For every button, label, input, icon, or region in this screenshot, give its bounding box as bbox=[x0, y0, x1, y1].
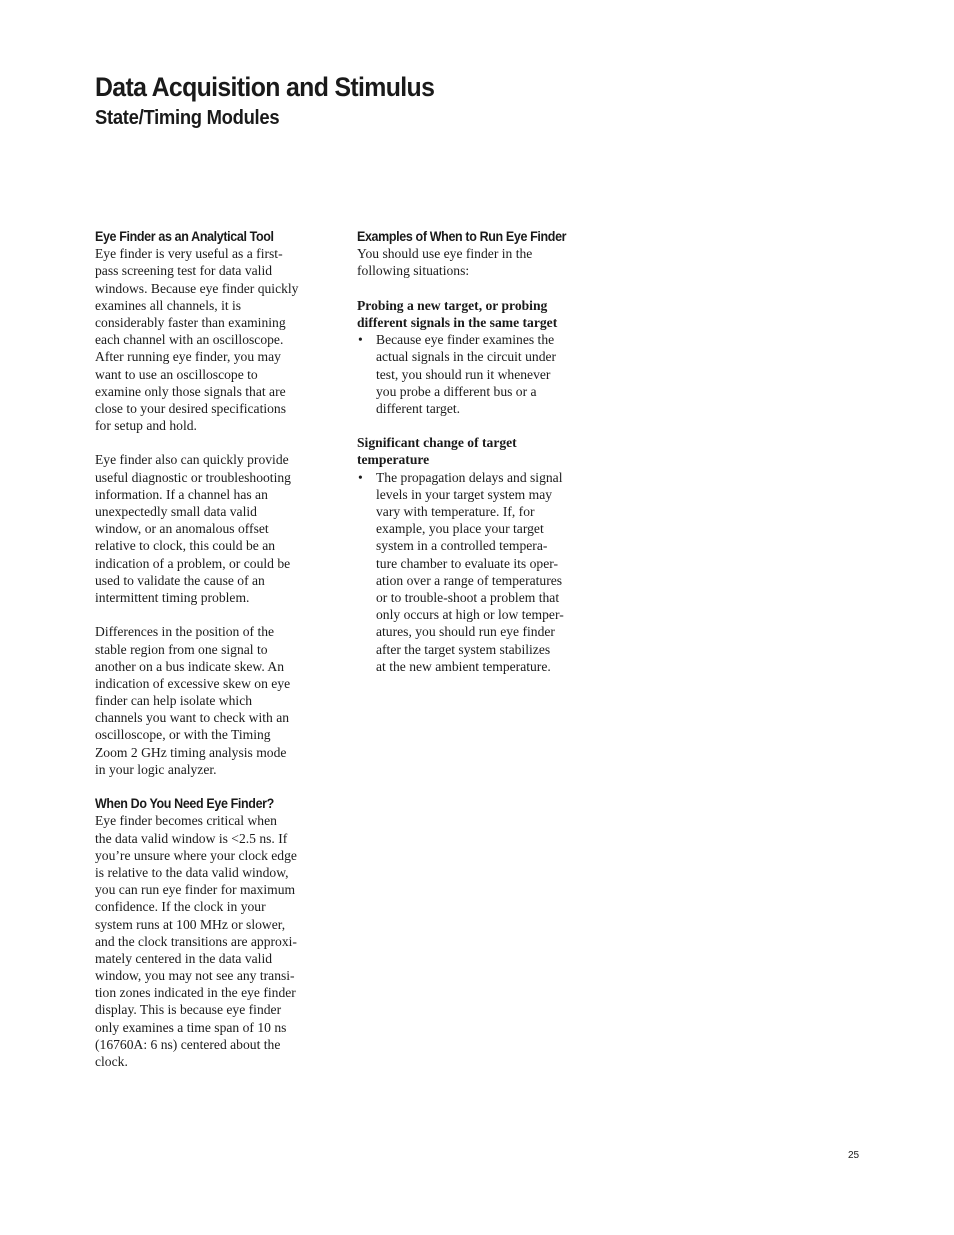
text-line: different signals in the same target bbox=[357, 314, 558, 330]
text-line: considerably faster than examining bbox=[95, 314, 286, 330]
text-line: display. This is because eye finder bbox=[95, 1002, 282, 1018]
text-line: used to validate the cause of an bbox=[95, 572, 265, 588]
text-line: mately centered in the data valid bbox=[95, 950, 273, 966]
bullet-item bbox=[357, 331, 602, 417]
section-heading-examples: Examples of When to Run Eye Finder bbox=[357, 229, 567, 244]
text-line: window, you may not see any transi- bbox=[95, 968, 295, 984]
text-line: temperature bbox=[357, 452, 430, 468]
text-line: Because eye finder examines the bbox=[376, 332, 555, 348]
text-line: ation over a range of temperatures bbox=[376, 572, 563, 588]
text-line: information. If a channel has an bbox=[95, 486, 268, 502]
paragraph bbox=[95, 451, 340, 606]
text-line: each channel with an oscilloscope. bbox=[95, 332, 284, 348]
text-line: system runs at 100 MHz or slower, bbox=[95, 916, 286, 932]
text-line: Eye finder becomes critical when bbox=[95, 813, 277, 829]
text-line: you’re unsure where your clock edge bbox=[95, 847, 297, 863]
text-line: examine only those signals that are bbox=[95, 383, 286, 399]
text-line: or to trouble-shoot a problem that bbox=[376, 589, 560, 605]
page-number: 25 bbox=[848, 1150, 860, 1161]
bullet-text bbox=[376, 469, 602, 675]
right-column bbox=[357, 228, 602, 692]
text-line: Differences in the position of the bbox=[95, 624, 275, 640]
text-line: tion zones indicated in the eye finder bbox=[95, 985, 296, 1001]
bullet-text bbox=[376, 331, 602, 417]
text-line: Eye finder is very useful as a first- bbox=[95, 246, 283, 262]
text-line: different target. bbox=[376, 400, 461, 416]
text-line: after the target system stabilizes bbox=[376, 641, 551, 657]
bullet-icon: • bbox=[358, 469, 363, 485]
bullet-icon: • bbox=[358, 332, 363, 348]
text-line: You should use eye finder in the bbox=[357, 246, 533, 262]
text-line: close to your desired specifications bbox=[95, 400, 287, 416]
text-line: indication of excessive skew on eye bbox=[95, 675, 291, 691]
text-line: oscilloscope, or with the Timing bbox=[95, 727, 271, 743]
text-line: Significant change of target bbox=[357, 435, 517, 451]
text-line: intermittent timing problem. bbox=[95, 589, 250, 605]
left-column bbox=[95, 228, 340, 1087]
text-line: want to use an oscilloscope to bbox=[95, 366, 258, 382]
bullet-item bbox=[357, 469, 602, 675]
text-line: clock. bbox=[95, 1054, 128, 1070]
paragraph bbox=[95, 245, 340, 434]
text-line: example, you place your target bbox=[376, 521, 544, 537]
text-line: Zoom 2 GHz timing analysis mode bbox=[95, 744, 287, 760]
text-line: at the new ambient temperature. bbox=[376, 658, 551, 674]
text-line: examines all channels, it is bbox=[95, 297, 242, 313]
text-line: windows. Because eye finder quickly bbox=[95, 280, 299, 296]
text-line: Probing a new target, or probing bbox=[357, 297, 548, 313]
text-line: unexpectedly small data valid bbox=[95, 504, 257, 520]
text-line: in your logic analyzer. bbox=[95, 761, 217, 777]
text-line: only examines a time span of 10 ns bbox=[95, 1019, 287, 1035]
paragraph bbox=[95, 812, 340, 1070]
paragraph bbox=[357, 245, 602, 279]
text-line: the data valid window is <2.5 ns. If bbox=[95, 830, 288, 846]
text-line: relative to clock, this could be an bbox=[95, 538, 276, 554]
text-line: another on a bus indicate skew. An bbox=[95, 658, 285, 674]
page-title: Data Acquisition and Stimulus bbox=[95, 72, 435, 102]
text-line: following situations: bbox=[357, 263, 470, 279]
text-line: confidence. If the clock in your bbox=[95, 899, 266, 915]
text-line: test, you should run it whenever bbox=[376, 366, 551, 382]
text-line: you probe a different bus or a bbox=[376, 383, 537, 399]
page-subtitle: State/Timing Modules bbox=[95, 107, 280, 129]
text-line: and the clock transitions are approxi- bbox=[95, 933, 297, 949]
text-line: indication of a problem, or could be bbox=[95, 555, 291, 571]
text-line: vary with temperature. If, for bbox=[376, 504, 535, 520]
text-line: you can run eye finder for maximum bbox=[95, 882, 296, 898]
text-line: useful diagnostic or troubleshooting bbox=[95, 469, 291, 485]
text-line: for setup and hold. bbox=[95, 418, 197, 434]
text-line: only occurs at high or low temper- bbox=[376, 607, 564, 623]
case-subheading bbox=[357, 297, 602, 331]
text-line: system in a controlled tempera- bbox=[376, 538, 548, 554]
text-line: pass screening test for data valid bbox=[95, 263, 273, 279]
text-line: atures, you should run eye finder bbox=[376, 624, 555, 640]
text-line: stable region from one signal to bbox=[95, 641, 268, 657]
text-line: actual signals in the circuit under bbox=[376, 349, 557, 365]
text-line: After running eye finder, you may bbox=[95, 349, 281, 365]
text-line: is relative to the data valid window, bbox=[95, 864, 289, 880]
text-line: window, or an anomalous offset bbox=[95, 521, 269, 537]
section-heading-when-needed: When Do You Need Eye Finder? bbox=[95, 796, 274, 812]
case-subheading bbox=[357, 434, 602, 468]
text-line: (16760A: 6 ns) centered about the bbox=[95, 1036, 281, 1052]
section-heading-analytical-tool: Eye Finder as an Analytical Tool bbox=[95, 229, 274, 244]
text-line: ture chamber to evaluate its oper- bbox=[376, 555, 559, 571]
text-line: The propagation delays and signal bbox=[376, 469, 563, 485]
paragraph bbox=[95, 623, 340, 778]
text-line: channels you want to check with an bbox=[95, 710, 290, 726]
text-line: Eye finder also can quickly provide bbox=[95, 452, 289, 468]
text-line: finder can help isolate which bbox=[95, 693, 253, 709]
text-line: levels in your target system may bbox=[376, 486, 553, 502]
